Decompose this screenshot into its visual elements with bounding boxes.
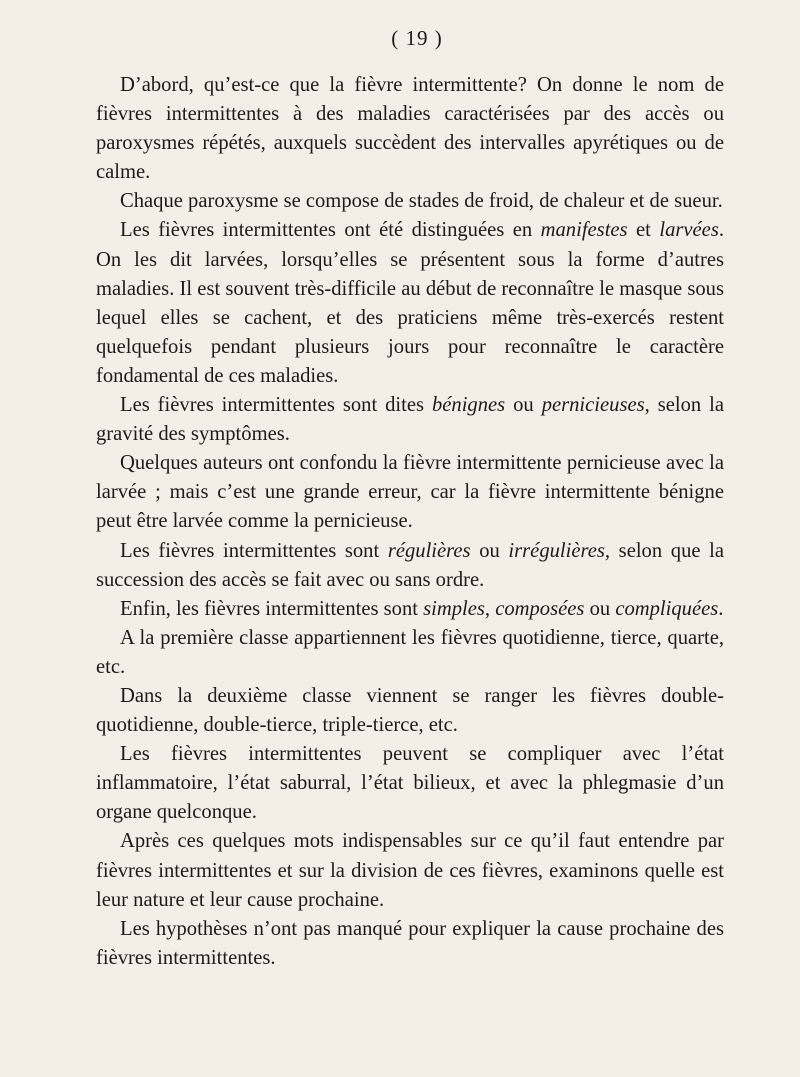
italic-term-manifestes: manifestes [540,219,628,242]
paragraph-first-class [96,624,724,682]
paragraph-hypotheses [96,915,724,973]
paragraph-text: Les fièvres intermittentes peuvent se compliquer avec l’état inflammatoire, l’état saburral, l’état bilieux, et avec la phlegmasie d’un organe quelconque. [96,743,724,824]
paragraph-second-class [96,682,724,740]
text-run: . [718,597,724,620]
text-run: , selon que la succession des accès se fait avec ou sans ordre. [96,539,724,591]
paragraph-paroxysm [96,187,724,216]
paragraph-text: Après ces quelques mots indispensables sur ce qu’il faut entendre par fièvres intermittentes et sur la division de ces fièvres, examinons quelle est leur nature et leur cause prochaine. [96,830,724,911]
paragraph-simple-composed [96,595,724,624]
paragraph-manifest-larvate [96,216,724,391]
text-run: Enfin, les fièvres intermittentes sont [120,597,424,620]
text-run: . On les dit larvées, lorsqu’elles se présentent sous la forme d’autres maladies. Il est souvent très-difficile au début de reconnaître le masque sous lequel elles se cachent, et des praticiens même très-exercés restent quelquefois pendant plusieurs jours pour reconnaître le caractère fondamental de ces maladies. [96,219,724,387]
paragraph-benign-pernicious [96,391,724,449]
italic-term-pernicieuses: pernicieuses [541,394,645,417]
text-run: , selon la gravité des symptômes. [96,394,725,446]
text-run: , [484,597,496,620]
italic-term-benignes: bénignes [431,394,506,417]
page-number: ( 19 ) [391,26,443,50]
paragraph-regular-irregular [96,537,724,595]
text-run: Les fièvres intermittentes ont été distinguées en [120,219,541,242]
italic-term-composees: composées [495,597,585,620]
paragraph-confusion [96,449,724,536]
italic-term-larvees: larvées [659,219,719,242]
text-run: Les fièvres intermittentes sont [120,539,388,562]
text-run: ou [584,597,616,620]
paragraph-text: D’abord, qu’est-ce que la fièvre intermittente? On donne le nom de fièvres intermittentes à des maladies caractérisées par des accès ou paroxysmes répétés, auxquels succèdent des intervalles apyrétiques ou de calme. [96,74,724,184]
paragraph-text: Chaque paroxysme se compose de stades de froid, de chaleur et de sueur. [120,190,723,213]
italic-term-simples: simples [423,597,485,620]
paragraph-text: Quelques auteurs ont confondu la fièvre intermittente pernicieuse avec la larvée ; mais c’est une grande erreur, car la fièvre intermittente bénigne peut être larvée comme la pernicieuse. [96,452,724,533]
italic-term-regulieres: régulières [387,539,471,562]
paragraph-text: A la première classe appartiennent les fièvres quotidienne, tierce, quarte, etc. [96,626,724,678]
paragraph-text: Dans la deuxième classe viennent se ranger les fièvres double-quotidienne, double-tierce, triple-tierce, etc. [96,684,724,737]
text-run: ou [505,394,542,417]
paragraph-complications [96,740,724,827]
italic-term-irregulieres: irrégulières [508,539,605,562]
text-run: ou [470,539,509,562]
paragraph-nature-cause [96,827,724,914]
text-run: et [627,219,660,242]
text-run: Les fièvres intermittentes sont dites [120,394,432,417]
paragraph-definition [96,71,724,187]
paragraph-text: Les hypothèses n’ont pas manqué pour expliquer la cause prochaine des fièvres intermittentes. [96,917,724,969]
italic-term-compliquees: compliquées [615,597,719,620]
